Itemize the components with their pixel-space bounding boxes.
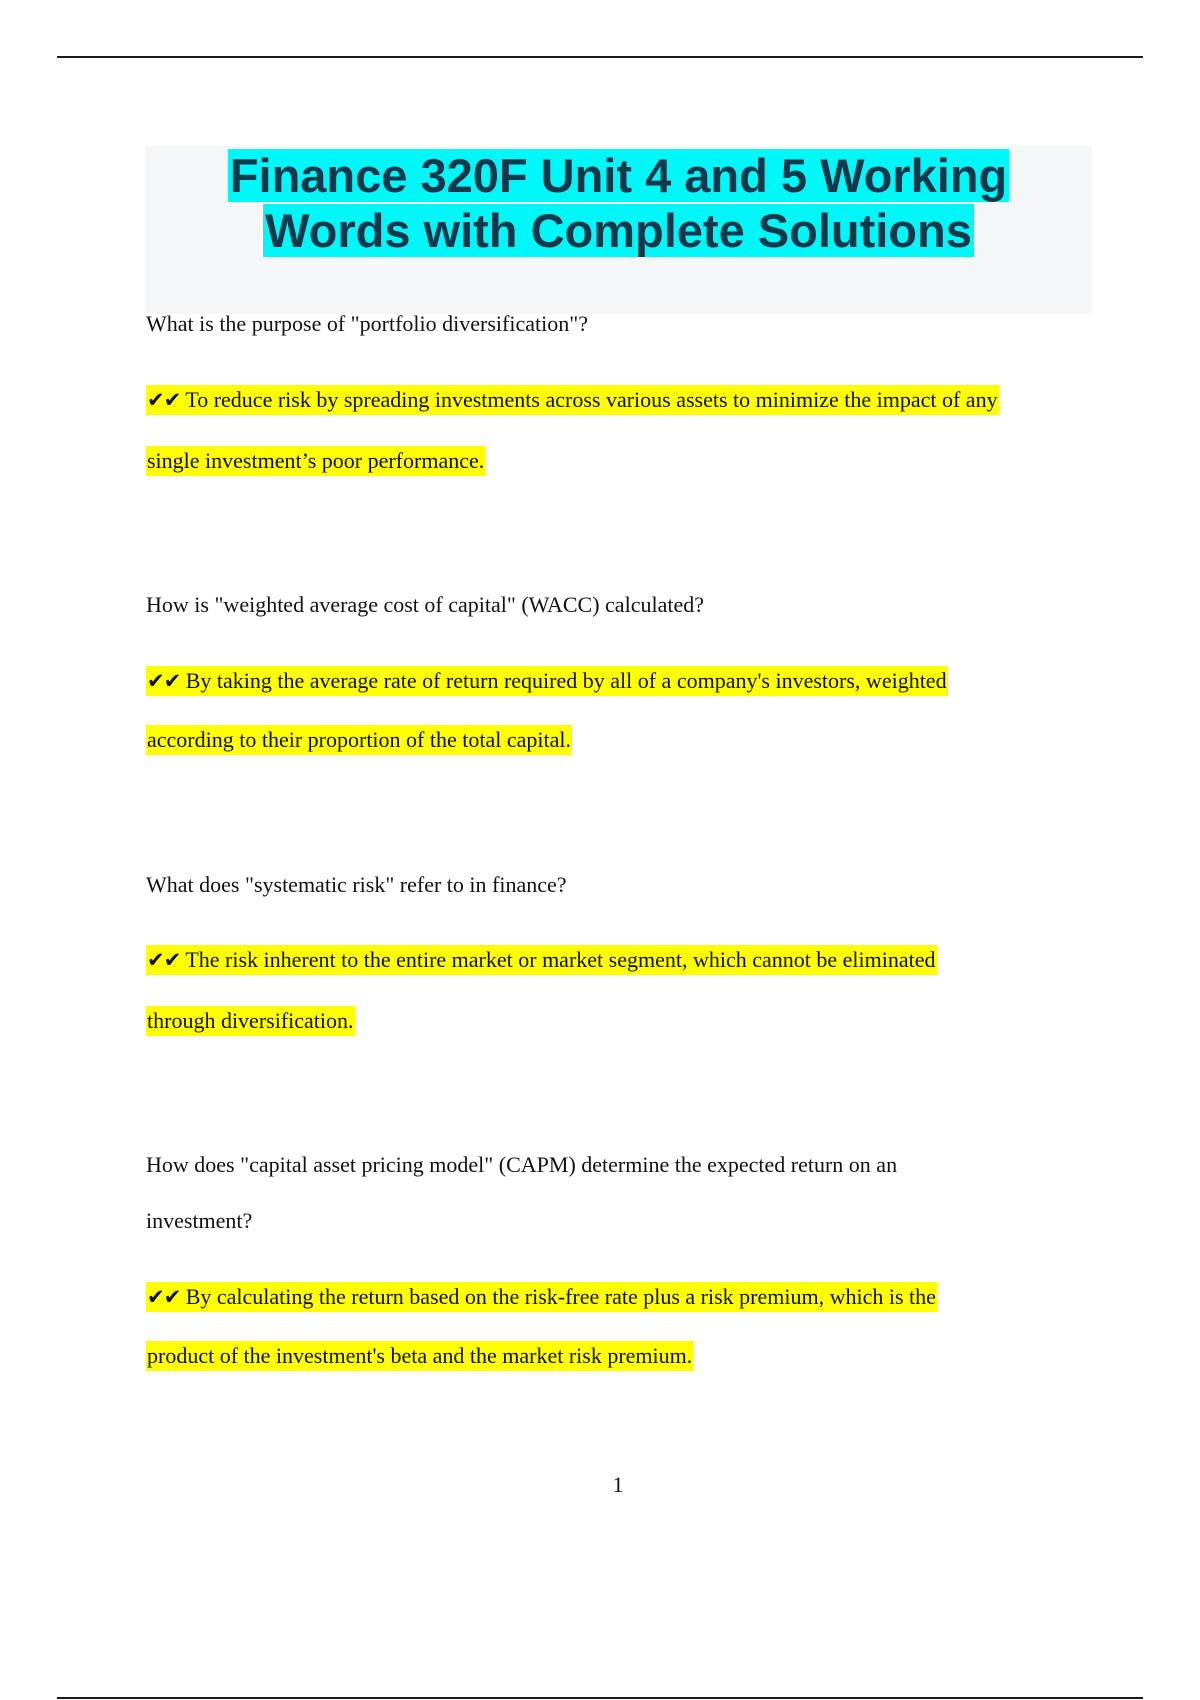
page-number: 1 bbox=[612, 1472, 624, 1497]
answer-text: product of the investment's beta and the market risk premium. bbox=[146, 1341, 693, 1371]
answer-text: By calculating the return based on the risk-free rate plus a risk premium, which is the bbox=[185, 1284, 936, 1309]
answer-line bbox=[146, 385, 999, 415]
title-block bbox=[145, 146, 1092, 314]
answer-text: single investment’s poor performance. bbox=[146, 446, 485, 476]
answer-text: according to their proportion of the total capital. bbox=[146, 725, 572, 755]
answer-line bbox=[146, 666, 948, 696]
answer-line bbox=[146, 1006, 355, 1036]
answer-text: through diversification. bbox=[146, 1006, 355, 1036]
answer-text: The risk inherent to the entire market or market segment, which cannot be eliminated bbox=[185, 947, 936, 972]
check-icon: ✔✔ bbox=[147, 1285, 181, 1309]
top-rule bbox=[57, 56, 1143, 58]
question-text: What is the purpose of "portfolio diversification"? bbox=[146, 311, 588, 336]
title-line-2: Words with Complete Solutions bbox=[265, 204, 972, 257]
answer-text: By taking the average rate of return required by all of a company's investors, weighted bbox=[185, 668, 947, 693]
question-text: investment? bbox=[146, 1208, 253, 1233]
bottom-rule bbox=[57, 1697, 1143, 1699]
check-icon: ✔✔ bbox=[147, 948, 181, 972]
answer-line bbox=[146, 1282, 937, 1312]
question-text: How does "capital asset pricing model" (CAPM) determine the expected return on an bbox=[146, 1152, 898, 1177]
answer-line bbox=[146, 1341, 693, 1371]
answer-line bbox=[146, 725, 572, 755]
answer-line bbox=[146, 446, 485, 476]
answer-text: To reduce risk by spreading investments across various assets to minimize the impact of any bbox=[185, 387, 998, 412]
check-icon: ✔✔ bbox=[147, 669, 181, 693]
document-title bbox=[145, 146, 1092, 258]
question-text: How is "weighted average cost of capital" (WACC) calculated? bbox=[146, 592, 704, 617]
title-line-1: Finance 320F Unit 4 and 5 Working bbox=[229, 149, 1008, 202]
answer-line bbox=[146, 945, 937, 975]
question-text: What does "systematic risk" refer to in finance? bbox=[146, 872, 567, 897]
check-icon: ✔✔ bbox=[147, 388, 181, 412]
